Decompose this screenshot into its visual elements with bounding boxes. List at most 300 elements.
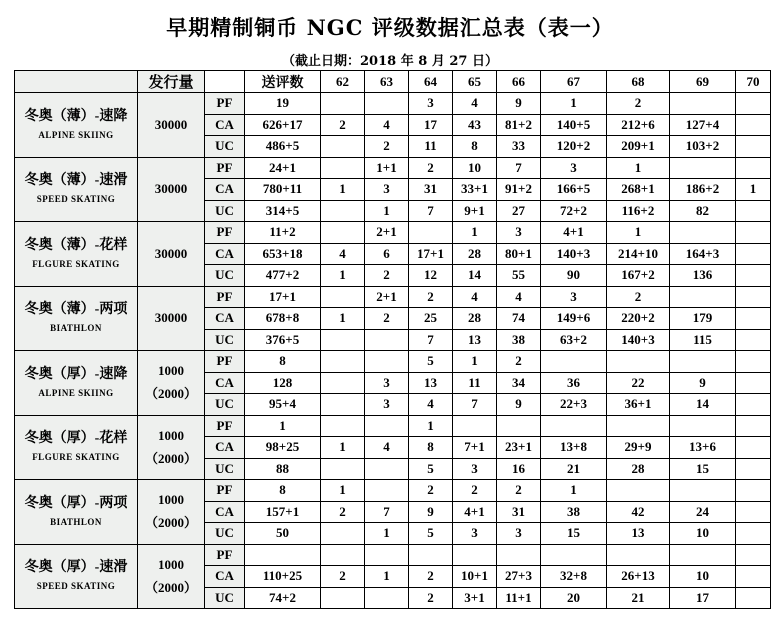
- grade-67-cell: 4+1: [541, 222, 607, 244]
- coin-name-cell: [15, 480, 138, 545]
- grade-63-cell: 2: [365, 136, 409, 158]
- table-row: [15, 480, 771, 502]
- coin-name-cn: 冬奥（薄）-两项: [24, 302, 128, 318]
- grade-65-cell: 4+1: [453, 501, 497, 523]
- grade-64-cell: 7: [409, 200, 453, 222]
- grade-69-cell: 82: [670, 200, 736, 222]
- grade-68-cell: 1: [607, 222, 670, 244]
- grade-62-cell: 1: [321, 480, 365, 502]
- grade-type-cell: CA: [205, 308, 245, 330]
- grade-70-cell: [736, 394, 771, 416]
- grade-62-cell: [321, 458, 365, 480]
- submitted-count-cell: 678+8: [245, 308, 321, 330]
- grade-66-cell: 74: [497, 308, 541, 330]
- submitted-count-cell: 98+25: [245, 437, 321, 459]
- grade-67-cell: 36: [541, 372, 607, 394]
- submitted-count-cell: 11+2: [245, 222, 321, 244]
- grade-67-cell: 20: [541, 587, 607, 609]
- cutoff-date: （截止日期：2018 年 8 月 27 日）: [282, 54, 498, 69]
- grade-67-cell: [541, 544, 607, 566]
- grade-66-cell: 3: [497, 222, 541, 244]
- grade-69-cell: 164+3: [670, 243, 736, 265]
- header-row: [15, 71, 771, 93]
- grade-63-cell: 3: [365, 394, 409, 416]
- grade-69-cell: [670, 157, 736, 179]
- grade-65-cell: 3: [453, 458, 497, 480]
- grade-63-cell: 1: [365, 200, 409, 222]
- submitted-count-cell: 128: [245, 372, 321, 394]
- grade-66-cell: 16: [497, 458, 541, 480]
- grade-70-cell: [736, 544, 771, 566]
- grade-64-cell: 13: [409, 372, 453, 394]
- grade-68-cell: 26+13: [607, 566, 670, 588]
- issue-quantity-sub: （2000）: [144, 450, 197, 466]
- table-row: [15, 544, 771, 566]
- coin-name-en: FLGURE SKATING: [32, 452, 120, 463]
- grade-65-cell: 1: [453, 351, 497, 373]
- grade-64-cell: 1: [409, 415, 453, 437]
- issue-quantity: 1000: [158, 427, 184, 443]
- grade-64-cell: 17+1: [409, 243, 453, 265]
- grade-64-cell: 2: [409, 566, 453, 588]
- grade-64-cell: 8: [409, 437, 453, 459]
- coin-name-cell: [15, 157, 138, 222]
- grade-62-cell: 2: [321, 566, 365, 588]
- grade-62-cell: [321, 93, 365, 115]
- grade-66-cell: 2: [497, 480, 541, 502]
- grade-67-cell: [541, 351, 607, 373]
- grade-66-cell: 91+2: [497, 179, 541, 201]
- grade-67-cell: 1: [541, 93, 607, 115]
- grade-64-cell: 25: [409, 308, 453, 330]
- grade-63-cell: [365, 351, 409, 373]
- grade-63-cell: 7: [365, 501, 409, 523]
- coin-name-cn: 冬奥（厚）-花样: [24, 431, 128, 447]
- grade-type-cell: UC: [205, 329, 245, 351]
- table-row: [15, 93, 771, 115]
- grade-65-cell: 43: [453, 114, 497, 136]
- submitted-count-cell: 653+18: [245, 243, 321, 265]
- table-title: 早期精制铜币 NGC 评级数据汇总表（表一）: [166, 15, 614, 40]
- grade-68-cell: 29+9: [607, 437, 670, 459]
- grade-70-cell: [736, 308, 771, 330]
- header-grade-62: 62: [321, 71, 365, 93]
- grade-type-cell: UC: [205, 523, 245, 545]
- grade-65-cell: 14: [453, 265, 497, 287]
- coin-name-en: BIATHLON: [50, 516, 102, 527]
- grade-68-cell: 36+1: [607, 394, 670, 416]
- grade-70-cell: [736, 93, 771, 115]
- grade-70-cell: [736, 372, 771, 394]
- grade-70-cell: [736, 243, 771, 265]
- header-grade-64: 64: [409, 71, 453, 93]
- grade-64-cell: [409, 222, 453, 244]
- grade-70-cell: [736, 136, 771, 158]
- issue-quantity-sub: （2000）: [144, 515, 197, 531]
- grade-66-cell: 4: [497, 286, 541, 308]
- submitted-count-cell: 24+1: [245, 157, 321, 179]
- grade-68-cell: 214+10: [607, 243, 670, 265]
- header-grade-65: 65: [453, 71, 497, 93]
- grade-69-cell: 17: [670, 587, 736, 609]
- header-grade-69: 69: [670, 71, 736, 93]
- grade-68-cell: 167+2: [607, 265, 670, 287]
- coin-name-cell: [15, 544, 138, 609]
- header-grade-66: 66: [497, 71, 541, 93]
- grade-70-cell: [736, 566, 771, 588]
- submitted-count-cell: 74+2: [245, 587, 321, 609]
- grade-62-cell: [321, 372, 365, 394]
- coin-name-en: BIATHLON: [50, 323, 102, 334]
- grade-68-cell: 2: [607, 286, 670, 308]
- grade-type-cell: PF: [205, 480, 245, 502]
- grade-64-cell: 7: [409, 329, 453, 351]
- grade-63-cell: 2+1: [365, 286, 409, 308]
- grade-63-cell: 2: [365, 265, 409, 287]
- grade-64-cell: 17: [409, 114, 453, 136]
- grade-62-cell: 2: [321, 501, 365, 523]
- ngc-grading-table: [14, 70, 771, 609]
- submitted-count-cell: [245, 544, 321, 566]
- issue-quantity: 1000: [158, 556, 184, 572]
- grade-69-cell: [670, 544, 736, 566]
- grade-67-cell: 140+3: [541, 243, 607, 265]
- submitted-count-cell: 88: [245, 458, 321, 480]
- issue-cell: [138, 222, 205, 287]
- grade-67-cell: 21: [541, 458, 607, 480]
- grade-65-cell: 8: [453, 136, 497, 158]
- submitted-count-cell: 477+2: [245, 265, 321, 287]
- coin-name-cell: [15, 222, 138, 287]
- grade-62-cell: [321, 157, 365, 179]
- grade-70-cell: [736, 200, 771, 222]
- grade-67-cell: 38: [541, 501, 607, 523]
- grade-63-cell: 3: [365, 179, 409, 201]
- grade-64-cell: 2: [409, 480, 453, 502]
- grade-66-cell: 31: [497, 501, 541, 523]
- table-row: [15, 351, 771, 373]
- grade-62-cell: 4: [321, 243, 365, 265]
- grade-69-cell: [670, 351, 736, 373]
- grade-type-cell: UC: [205, 265, 245, 287]
- grade-type-cell: PF: [205, 93, 245, 115]
- grade-67-cell: 22+3: [541, 394, 607, 416]
- grade-65-cell: 10: [453, 157, 497, 179]
- issue-cell: [138, 351, 205, 416]
- header-issue-cell: 发行量: [138, 71, 205, 93]
- grade-70-cell: [736, 501, 771, 523]
- grade-66-cell: 33: [497, 136, 541, 158]
- table-row: [15, 222, 771, 244]
- grade-67-cell: 32+8: [541, 566, 607, 588]
- header-name-cell: [15, 71, 138, 93]
- issue-quantity: 30000: [154, 245, 188, 261]
- grade-65-cell: 2: [453, 480, 497, 502]
- grade-67-cell: 90: [541, 265, 607, 287]
- submitted-count-cell: 17+1: [245, 286, 321, 308]
- grade-63-cell: [365, 93, 409, 115]
- grade-69-cell: [670, 222, 736, 244]
- grade-69-cell: 136: [670, 265, 736, 287]
- submitted-count-cell: 314+5: [245, 200, 321, 222]
- grade-62-cell: [321, 200, 365, 222]
- issue-quantity: 30000: [154, 116, 188, 132]
- grade-65-cell: 28: [453, 308, 497, 330]
- grade-68-cell: [607, 351, 670, 373]
- submitted-count-cell: 95+4: [245, 394, 321, 416]
- coin-name-cn: 冬奥（厚）-速降: [24, 366, 128, 382]
- coin-name-en: FLGURE SKATING: [32, 258, 120, 269]
- issue-quantity: 30000: [154, 181, 188, 197]
- grade-69-cell: [670, 415, 736, 437]
- grade-64-cell: 5: [409, 351, 453, 373]
- grade-64-cell: 11: [409, 136, 453, 158]
- grade-66-cell: [497, 544, 541, 566]
- grade-69-cell: 10: [670, 566, 736, 588]
- grade-63-cell: [365, 480, 409, 502]
- coin-name-en: SPEED SKATING: [36, 194, 116, 205]
- grade-62-cell: 1: [321, 265, 365, 287]
- grade-68-cell: 2: [607, 93, 670, 115]
- grade-type-cell: CA: [205, 114, 245, 136]
- grade-type-cell: CA: [205, 566, 245, 588]
- grade-69-cell: 179: [670, 308, 736, 330]
- issue-quantity-sub: （2000）: [144, 386, 197, 402]
- grade-69-cell: 186+2: [670, 179, 736, 201]
- grade-67-cell: [541, 415, 607, 437]
- issue-quantity: 30000: [154, 310, 188, 326]
- grade-66-cell: 27+3: [497, 566, 541, 588]
- submitted-count-cell: 8: [245, 480, 321, 502]
- grade-65-cell: 1: [453, 222, 497, 244]
- grade-68-cell: 209+1: [607, 136, 670, 158]
- grade-70-cell: 1: [736, 179, 771, 201]
- coin-name-en: ALPINE SKIING: [38, 129, 114, 140]
- header-grade-68: 68: [607, 71, 670, 93]
- grade-65-cell: 28: [453, 243, 497, 265]
- grade-69-cell: 14: [670, 394, 736, 416]
- grade-68-cell: [607, 480, 670, 502]
- submitted-count-cell: 376+5: [245, 329, 321, 351]
- submitted-count-cell: 19: [245, 93, 321, 115]
- grade-66-cell: 55: [497, 265, 541, 287]
- grade-67-cell: 140+5: [541, 114, 607, 136]
- grade-type-cell: PF: [205, 415, 245, 437]
- header-grade-67: 67: [541, 71, 607, 93]
- grade-70-cell: [736, 415, 771, 437]
- grade-65-cell: [453, 544, 497, 566]
- grade-type-cell: CA: [205, 243, 245, 265]
- issue-quantity-sub: （2000）: [144, 579, 197, 595]
- grade-type-cell: UC: [205, 200, 245, 222]
- grade-65-cell: 3+1: [453, 587, 497, 609]
- grade-69-cell: 10: [670, 523, 736, 545]
- grade-66-cell: 80+1: [497, 243, 541, 265]
- grade-68-cell: [607, 544, 670, 566]
- grade-69-cell: [670, 93, 736, 115]
- grade-62-cell: [321, 415, 365, 437]
- header-count-cell: 送评数: [245, 71, 321, 93]
- submitted-count-cell: 110+25: [245, 566, 321, 588]
- grade-65-cell: 4: [453, 93, 497, 115]
- grade-62-cell: 1: [321, 437, 365, 459]
- grade-62-cell: [321, 351, 365, 373]
- grade-66-cell: 81+2: [497, 114, 541, 136]
- grade-69-cell: 103+2: [670, 136, 736, 158]
- grade-64-cell: 2: [409, 587, 453, 609]
- grade-70-cell: [736, 458, 771, 480]
- grade-66-cell: [497, 415, 541, 437]
- grade-62-cell: [321, 394, 365, 416]
- grade-66-cell: 9: [497, 394, 541, 416]
- grade-62-cell: 1: [321, 179, 365, 201]
- header-grade-63: 63: [365, 71, 409, 93]
- grade-65-cell: 33+1: [453, 179, 497, 201]
- grade-68-cell: 1: [607, 157, 670, 179]
- grade-66-cell: 34: [497, 372, 541, 394]
- grade-63-cell: 2+1: [365, 222, 409, 244]
- issue-cell: [138, 157, 205, 222]
- table-row: [15, 157, 771, 179]
- grade-62-cell: [321, 329, 365, 351]
- coin-name-cell: [15, 351, 138, 416]
- grade-68-cell: 28: [607, 458, 670, 480]
- header-grade-70: 70: [736, 71, 771, 93]
- grade-63-cell: 1: [365, 523, 409, 545]
- coin-name-en: SPEED SKATING: [36, 581, 116, 592]
- grade-64-cell: 2: [409, 157, 453, 179]
- grade-68-cell: 22: [607, 372, 670, 394]
- grade-63-cell: 2: [365, 308, 409, 330]
- grade-64-cell: 4: [409, 394, 453, 416]
- grade-type-cell: UC: [205, 458, 245, 480]
- grade-66-cell: 38: [497, 329, 541, 351]
- grade-63-cell: 1: [365, 566, 409, 588]
- coin-name-en: ALPINE SKIING: [38, 387, 114, 398]
- coin-name-cell: [15, 286, 138, 351]
- grade-63-cell: 4: [365, 114, 409, 136]
- grade-67-cell: 72+2: [541, 200, 607, 222]
- grade-63-cell: 1+1: [365, 157, 409, 179]
- grade-66-cell: 2: [497, 351, 541, 373]
- grade-70-cell: [736, 351, 771, 373]
- submitted-count-cell: 486+5: [245, 136, 321, 158]
- grade-66-cell: 7: [497, 157, 541, 179]
- submitted-count-cell: 780+11: [245, 179, 321, 201]
- grade-65-cell: [453, 415, 497, 437]
- grade-69-cell: [670, 480, 736, 502]
- grade-65-cell: 11: [453, 372, 497, 394]
- grade-62-cell: 1: [321, 308, 365, 330]
- coin-name-cell: [15, 93, 138, 158]
- grade-66-cell: 3: [497, 523, 541, 545]
- grade-65-cell: 7: [453, 394, 497, 416]
- grade-63-cell: 6: [365, 243, 409, 265]
- grade-69-cell: 115: [670, 329, 736, 351]
- grade-64-cell: 12: [409, 265, 453, 287]
- grade-65-cell: 3: [453, 523, 497, 545]
- grade-70-cell: [736, 523, 771, 545]
- grade-68-cell: 140+3: [607, 329, 670, 351]
- grade-64-cell: 3: [409, 93, 453, 115]
- grade-66-cell: 11+1: [497, 587, 541, 609]
- grade-63-cell: 4: [365, 437, 409, 459]
- issue-cell: [138, 480, 205, 545]
- issue-quantity: 1000: [158, 363, 184, 379]
- grade-type-cell: PF: [205, 286, 245, 308]
- grade-67-cell: 120+2: [541, 136, 607, 158]
- table-row: [15, 415, 771, 437]
- grade-63-cell: [365, 329, 409, 351]
- grade-64-cell: 9: [409, 501, 453, 523]
- grade-68-cell: [607, 415, 670, 437]
- grade-67-cell: 13+8: [541, 437, 607, 459]
- grade-type-cell: UC: [205, 587, 245, 609]
- grade-69-cell: 15: [670, 458, 736, 480]
- grade-62-cell: [321, 587, 365, 609]
- grade-69-cell: 127+4: [670, 114, 736, 136]
- grade-67-cell: 3: [541, 157, 607, 179]
- grade-69-cell: 13+6: [670, 437, 736, 459]
- grade-66-cell: 23+1: [497, 437, 541, 459]
- coin-name-cell: [15, 415, 138, 480]
- grade-type-cell: PF: [205, 157, 245, 179]
- grade-type-cell: UC: [205, 394, 245, 416]
- grade-64-cell: 2: [409, 286, 453, 308]
- grade-70-cell: [736, 329, 771, 351]
- submitted-count-cell: 157+1: [245, 501, 321, 523]
- grade-67-cell: 166+5: [541, 179, 607, 201]
- grade-67-cell: 1: [541, 480, 607, 502]
- grade-62-cell: [321, 544, 365, 566]
- grade-68-cell: 116+2: [607, 200, 670, 222]
- grade-69-cell: 9: [670, 372, 736, 394]
- grade-63-cell: [365, 415, 409, 437]
- grade-62-cell: [321, 136, 365, 158]
- coin-name-cn: 冬奥（厚）-两项: [24, 495, 128, 511]
- grade-type-cell: PF: [205, 544, 245, 566]
- grade-70-cell: [736, 587, 771, 609]
- issue-cell: [138, 286, 205, 351]
- grade-65-cell: 4: [453, 286, 497, 308]
- grade-69-cell: [670, 286, 736, 308]
- issue-cell: [138, 93, 205, 158]
- grade-64-cell: 31: [409, 179, 453, 201]
- table-row: [15, 286, 771, 308]
- grade-67-cell: 15: [541, 523, 607, 545]
- grade-64-cell: 5: [409, 523, 453, 545]
- submitted-count-cell: 1: [245, 415, 321, 437]
- grade-65-cell: 10+1: [453, 566, 497, 588]
- grade-62-cell: [321, 222, 365, 244]
- grade-66-cell: 27: [497, 200, 541, 222]
- coin-name-cn: 冬奥（薄）-花样: [24, 237, 128, 253]
- grade-66-cell: 9: [497, 93, 541, 115]
- grade-type-cell: UC: [205, 136, 245, 158]
- grade-70-cell: [736, 265, 771, 287]
- grade-68-cell: 13: [607, 523, 670, 545]
- grade-67-cell: 63+2: [541, 329, 607, 351]
- coin-name-cn: 冬奥（薄）-速滑: [24, 173, 128, 189]
- grade-type-cell: CA: [205, 437, 245, 459]
- grade-70-cell: [736, 480, 771, 502]
- grade-64-cell: [409, 544, 453, 566]
- submitted-count-cell: 50: [245, 523, 321, 545]
- grade-68-cell: 21: [607, 587, 670, 609]
- grade-63-cell: [365, 458, 409, 480]
- grade-68-cell: 268+1: [607, 179, 670, 201]
- grade-65-cell: 9+1: [453, 200, 497, 222]
